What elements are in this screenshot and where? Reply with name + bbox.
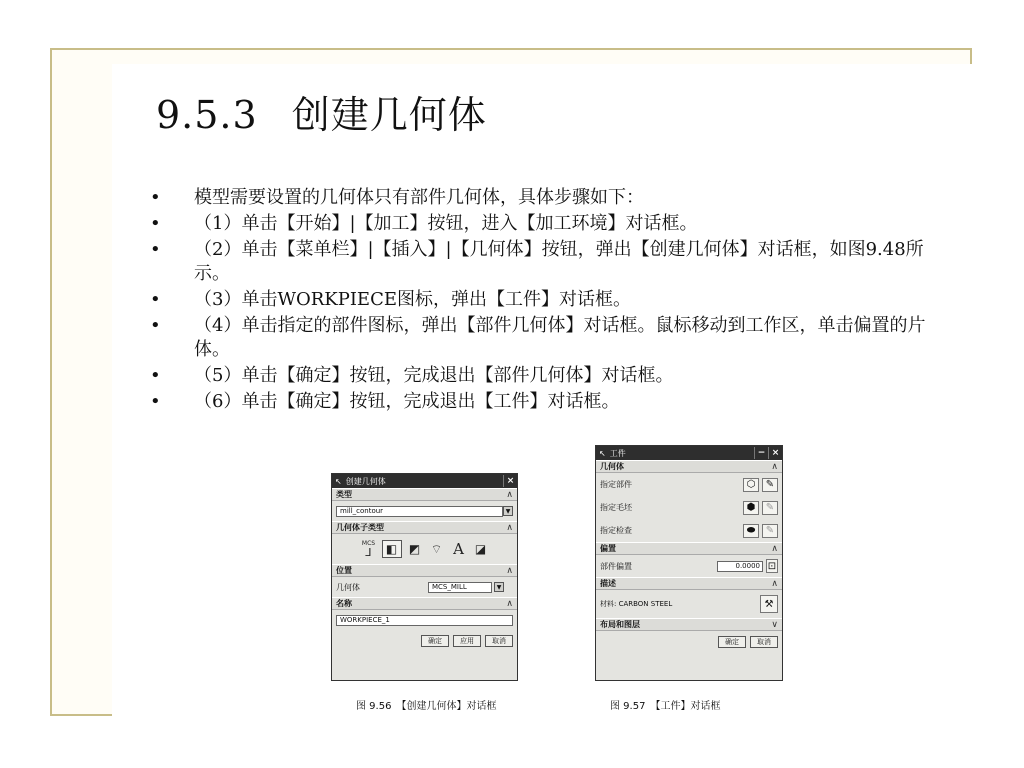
flashlight-icon[interactable]: ✎ xyxy=(762,524,778,538)
bullet-item: • （5）单击【确定】按钮，完成退出【部件几何体】对话框。 xyxy=(150,364,940,388)
part-offset-input[interactable]: 0.0000 xyxy=(717,561,763,572)
name-row xyxy=(332,610,517,630)
wrench-icon[interactable]: ⚒ xyxy=(760,595,778,613)
bullet-item: • （1）单击【开始】|【加工】按钮，进入【加工环境】对话框。 xyxy=(150,212,940,236)
specify-check-row xyxy=(596,519,782,542)
specify-blank-row xyxy=(596,496,782,519)
mill-boundary-icon[interactable]: ⌔ xyxy=(430,541,443,556)
dialog-button-row xyxy=(596,631,782,653)
geometry-dropdown[interactable]: MCS_MILL xyxy=(428,582,492,593)
chevron-up-icon[interactable]: ∧ xyxy=(506,522,513,533)
cancel-button[interactable]: 取消 xyxy=(750,636,778,648)
dropdown-arrow-icon[interactable]: ▼ xyxy=(503,506,513,516)
type-dropdown[interactable]: mill_contour xyxy=(336,506,503,517)
bullet-item: • （6）单击【确定】按钮，完成退出【工件】对话框。 xyxy=(150,390,940,414)
lock-icon[interactable]: ⊡ xyxy=(767,560,777,572)
layout-section-header[interactable] xyxy=(596,618,782,631)
section-label: 位置 xyxy=(336,566,352,575)
name-section-header[interactable] xyxy=(332,597,517,610)
chevron-up-icon[interactable]: ∧ xyxy=(506,489,513,500)
material-row xyxy=(596,590,782,618)
dropdown-arrow-icon[interactable]: ▼ xyxy=(494,582,504,592)
workpiece-dialog xyxy=(595,445,783,681)
create-geometry-dialog xyxy=(331,473,518,681)
dialog-title: 创建几何体 xyxy=(345,476,386,486)
chevron-down-icon[interactable]: ∨ xyxy=(771,619,778,630)
part-offset-label: 部件偏置 xyxy=(600,561,632,571)
section-label: 描述 xyxy=(600,579,616,588)
flashlight-icon[interactable]: ✎ xyxy=(762,478,778,492)
geometry-section-header[interactable] xyxy=(596,460,782,473)
select-check-icon[interactable]: ⬬ xyxy=(743,524,759,538)
section-label: 几何体 xyxy=(600,462,624,471)
specify-blank-label: 指定毛坯 xyxy=(600,503,632,512)
ok-button[interactable]: 确定 xyxy=(718,636,746,648)
close-icon[interactable]: × xyxy=(503,475,517,487)
workpiece-icon[interactable]: ◧ xyxy=(382,540,402,558)
select-blank-icon[interactable]: ⬢ xyxy=(743,501,759,515)
section-label: 偏置 xyxy=(600,544,616,553)
description-section-header[interactable] xyxy=(596,577,782,590)
figure-caption: 图 9.57 【工件】对话框 xyxy=(610,701,721,712)
chevron-up-icon[interactable]: ∧ xyxy=(506,598,513,609)
apply-button[interactable]: 应用 xyxy=(453,635,481,647)
title-text: 创建几何体 xyxy=(291,93,487,137)
bullet-list xyxy=(150,186,940,416)
cancel-button[interactable]: 取消 xyxy=(485,635,513,647)
chevron-up-icon[interactable]: ∧ xyxy=(506,565,513,576)
type-section-header[interactable] xyxy=(332,488,517,501)
geometry-row xyxy=(332,577,517,597)
chevron-up-icon[interactable]: ∧ xyxy=(771,461,778,472)
dialog-titlebar xyxy=(332,474,517,488)
section-label: 类型 xyxy=(336,490,352,499)
part-offset-row xyxy=(596,555,782,577)
slide-title xyxy=(156,84,487,139)
bullet-item: • 模型需要设置的几何体只有部件几何体，具体步骤如下： xyxy=(150,186,940,210)
subtype-section-header[interactable] xyxy=(332,521,517,534)
type-row xyxy=(332,501,517,521)
close-icon[interactable]: × xyxy=(768,447,782,459)
material-label: 材料: CARBON STEEL xyxy=(600,600,673,608)
mcs-icon[interactable]: MCS ⅃ xyxy=(361,539,376,559)
dialog-titlebar xyxy=(596,446,782,460)
bullet-item: • （2）单击【菜单栏】|【插入】|【几何体】按钮，弹出【创建几何体】对话框，如图9.48所示。 xyxy=(150,238,940,286)
subtype-icon-row xyxy=(332,534,517,564)
offset-section-header[interactable] xyxy=(596,542,782,555)
mcs-label: MCS xyxy=(361,539,376,547)
figure-caption: 图 9.56 【创建几何体】对话框 xyxy=(356,701,497,712)
specify-check-label: 指定检查 xyxy=(600,526,632,535)
specify-part-row xyxy=(596,473,782,496)
name-input[interactable]: WORKPIECE_1 xyxy=(336,615,513,626)
chevron-up-icon[interactable]: ∧ xyxy=(771,578,778,589)
bullet-item: • （3）单击WORKPIECE图标，弹出【工件】对话框。 xyxy=(150,288,940,312)
dialog-app-icon: ↖ xyxy=(599,448,606,458)
location-section-header[interactable] xyxy=(332,564,517,577)
section-label: 布局和图层 xyxy=(600,620,640,629)
mill-area-icon[interactable]: ◩ xyxy=(408,542,421,556)
geometry-label: 几何体 xyxy=(336,582,360,592)
ok-button[interactable]: 确定 xyxy=(421,635,449,647)
mill-geom-icon[interactable]: ◪ xyxy=(474,542,487,556)
dialog-title: 工件 xyxy=(609,448,626,458)
mill-text-icon[interactable]: A xyxy=(453,540,464,558)
dialog-app-icon: ↖ xyxy=(335,476,342,486)
specify-part-label: 指定部件 xyxy=(600,480,632,489)
section-label: 几何体子类型 xyxy=(336,523,384,532)
dialog-button-row xyxy=(332,630,517,652)
section-label: 名称 xyxy=(336,599,352,608)
chevron-up-icon[interactable]: ∧ xyxy=(771,543,778,554)
minimize-icon[interactable]: − xyxy=(754,447,768,459)
flashlight-icon[interactable]: ✎ xyxy=(762,501,778,515)
select-part-icon[interactable]: ⬡ xyxy=(743,478,759,492)
title-number: 9.5.3 xyxy=(156,93,258,137)
bullet-item: • （4）单击指定的部件图标，弹出【部件几何体】对话框。鼠标移动到工作区，单击偏置的片体。 xyxy=(150,314,940,362)
